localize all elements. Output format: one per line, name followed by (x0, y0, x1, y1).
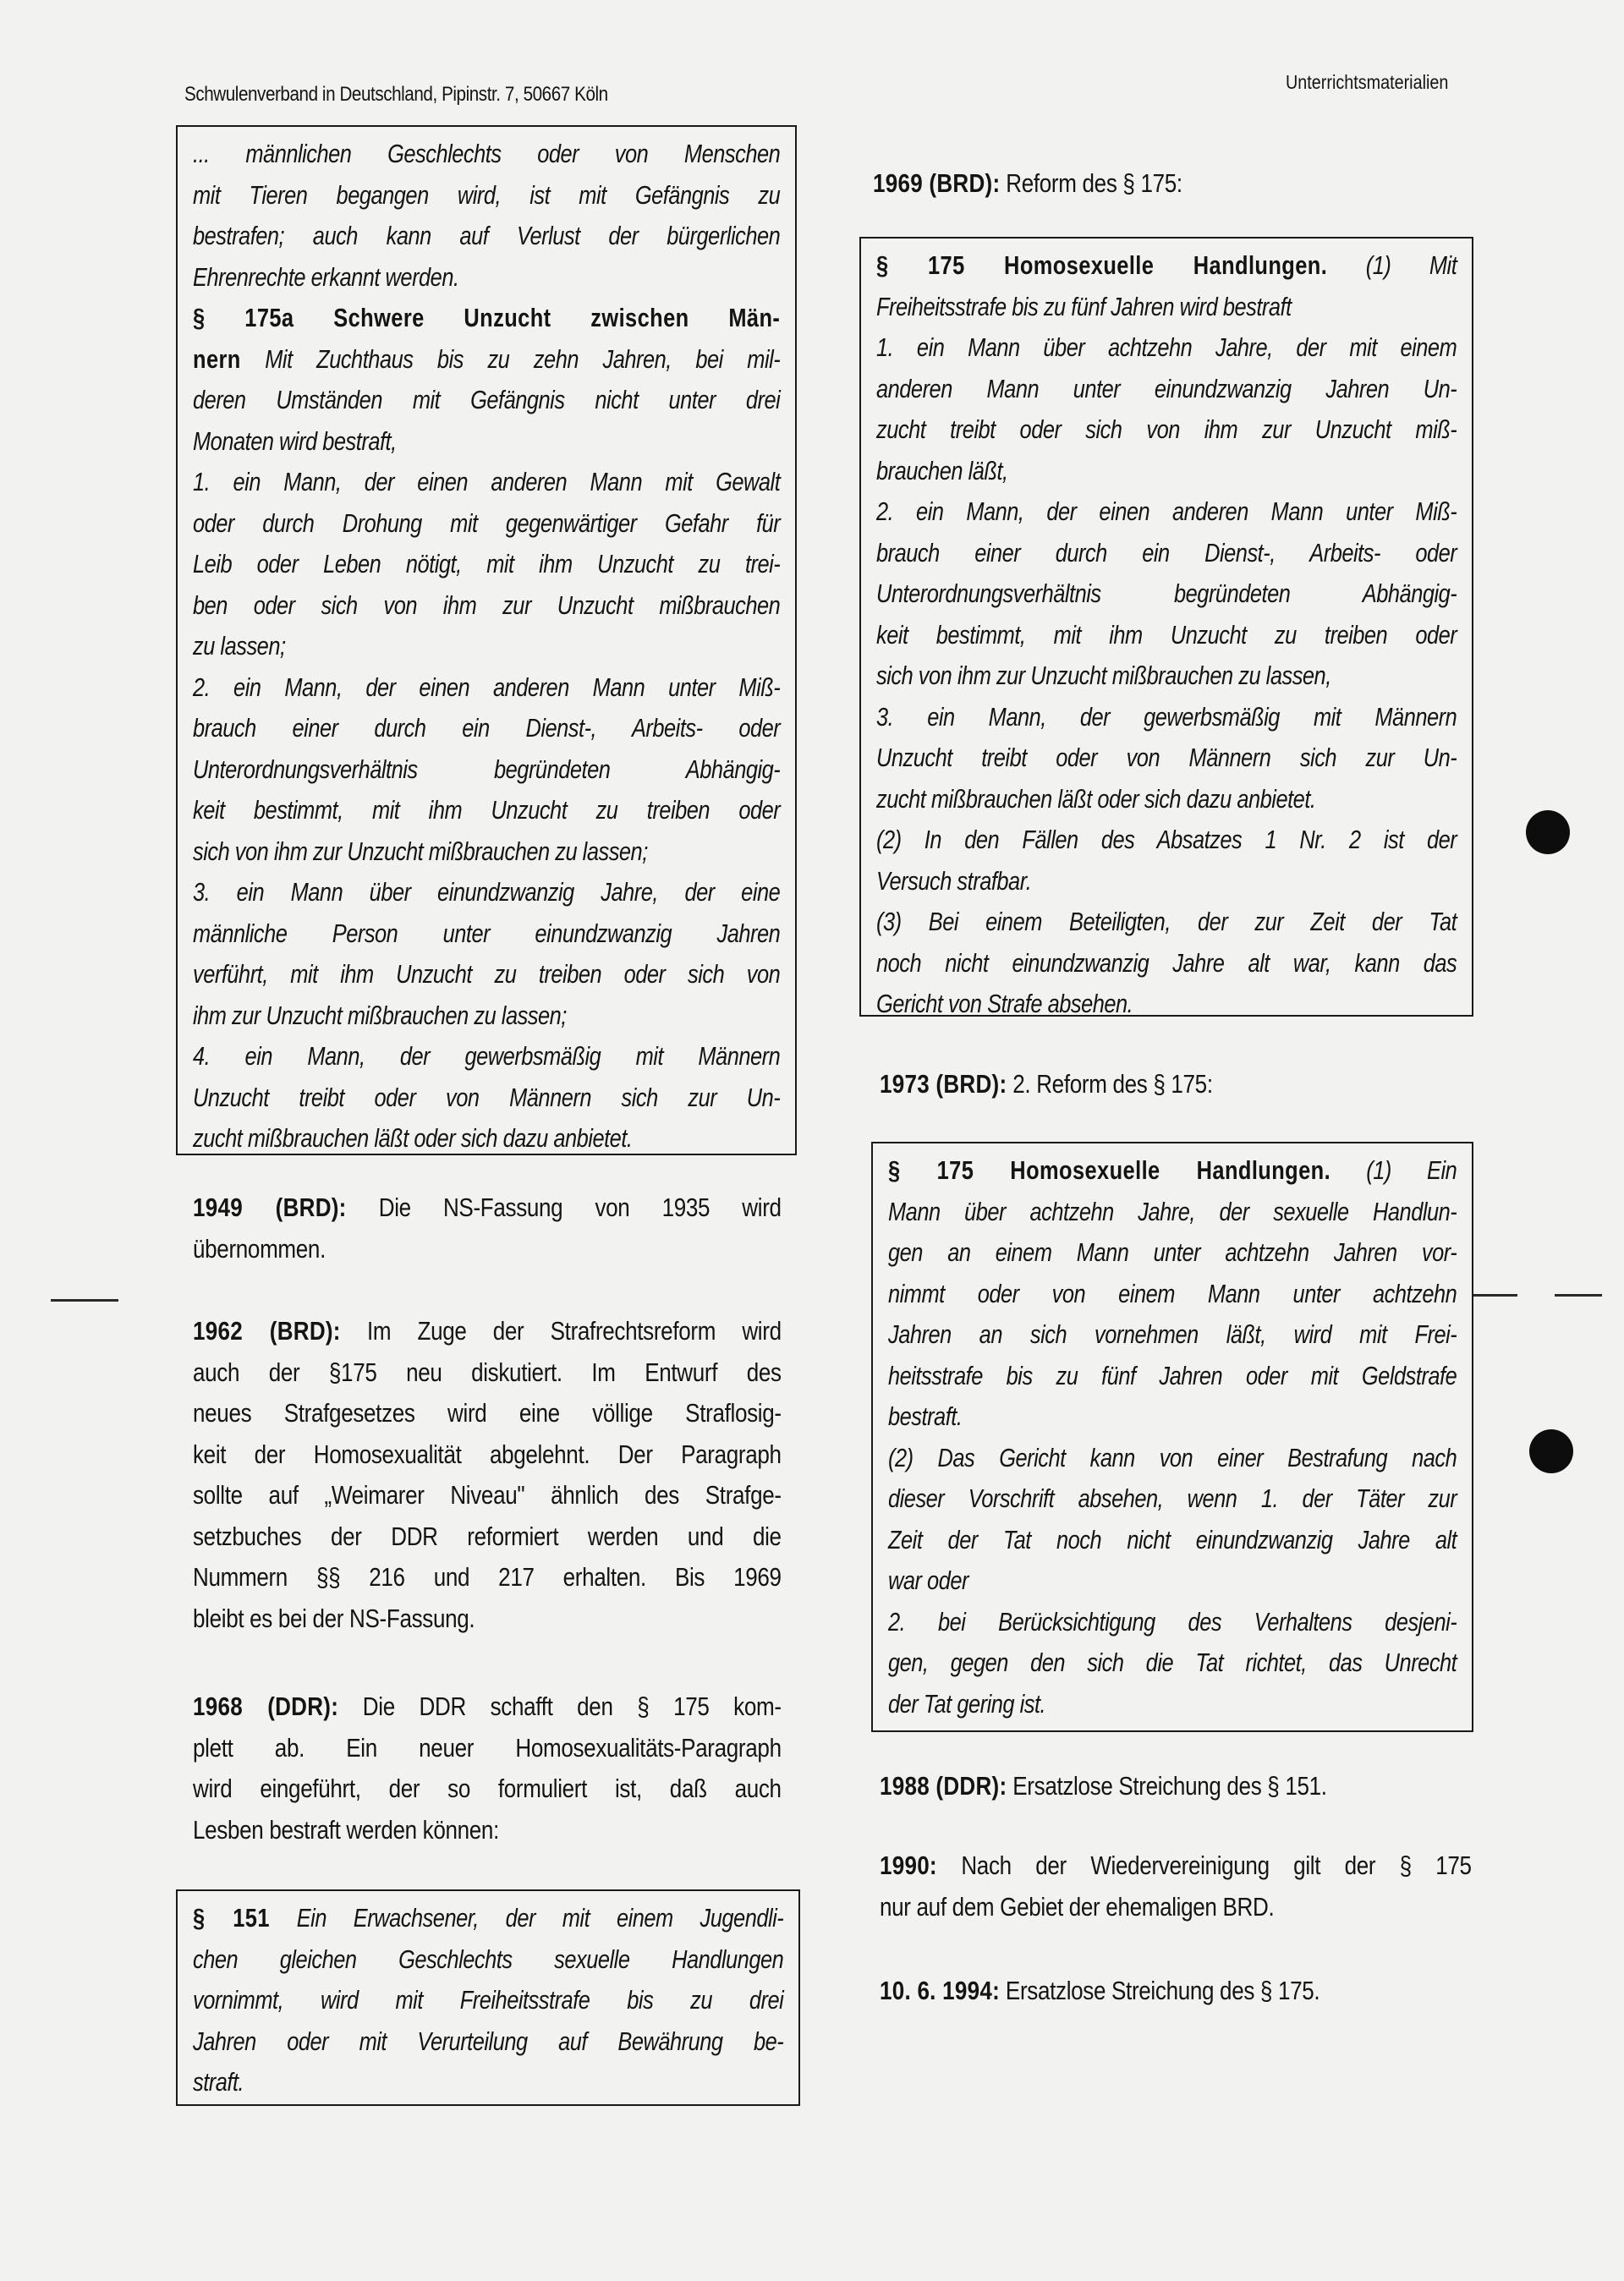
fold-mark-left (51, 1299, 118, 1302)
text-line: keit bestimmt, mit ihm Unzucht zu treiben oder (876, 619, 1457, 650)
entry-text: plett ab. Ein neuer Homosexualitäts-Paragraph (193, 1732, 782, 1763)
entry-year: 1988 (DDR): (880, 1771, 1007, 1801)
box-paragraph-175-old (176, 125, 797, 1155)
timeline-entry-1990 (880, 1845, 1472, 1927)
entry-text: wird eingeführt, der so formuliert ist, daß auch (193, 1774, 782, 1803)
paragraph-175-1973-heading: § 175 Homosexuelle Handlungen. (888, 1155, 1331, 1185)
entry-year: 1968 (DDR): (193, 1692, 339, 1721)
text-line: Zeit der Tat noch nicht einundzwanzig Jahre alt (888, 1524, 1457, 1554)
text-line: brauchen läßt, (876, 455, 1008, 485)
entry-text: Nummern §§ 216 und 217 erhalten. Bis 1969 (193, 1562, 782, 1592)
text-line: bestrafen; auch kann auf Verlust der bürgerlichen (193, 221, 781, 250)
text-line: Unterordnungsverhältnis begründeten Abhängig- (193, 754, 781, 784)
text-line: 2. bei Berücksichtigung des Verhaltens desjeni- (888, 1606, 1457, 1637)
text-line: war oder (888, 1565, 968, 1595)
text-line: ihm zur Unzucht mißbrauchen zu lassen; (193, 1000, 567, 1030)
text-line: mit Tieren begangen wird, ist mit Gefängnis zu (193, 179, 781, 210)
text-line: Mann über achtzehn Jahre, der sexuelle Handlun- (888, 1196, 1457, 1226)
text-line: 3. ein Mann, der gewerbsmäßig mit Männern (876, 701, 1457, 732)
entry-text: nur auf dem Gebiet der ehemaligen BRD. (880, 1891, 1275, 1922)
text-line: gen an einem Mann unter achtzehn Jahren vor- (888, 1237, 1457, 1267)
entry-text: Nach der Wiedervereinigung gilt der § 175 (936, 1851, 1472, 1880)
text-line: der Tat gering ist. (888, 1688, 1046, 1719)
text-line: Freiheitsstrafe bis zu fünf Jahren wird bestraft (876, 291, 1292, 321)
timeline-entry-1969 (873, 163, 1465, 205)
box-paragraph-151 (176, 1889, 800, 2106)
timeline-entry-1968 (193, 1686, 782, 1851)
fold-mark-right (1473, 1294, 1517, 1297)
entry-text: übernommen. (193, 1233, 326, 1264)
entry-text: neues Strafgesetzes wird eine völlige Straflosig- (193, 1398, 782, 1428)
text-line: vornimmt, wird mit Freiheitsstrafe bis zu drei (193, 1985, 784, 2015)
text-line: 3. ein Mann über einundzwanzig Jahre, der eine (193, 877, 781, 907)
entry-text: Die DDR schafft den § 175 kom- (338, 1692, 782, 1721)
text-line: Gericht von Strafe absehen. (876, 989, 1133, 1018)
text-line: (1) Mit (1327, 250, 1457, 280)
entry-text: keit der Homosexualität abgelehnt. Der Paragraph (193, 1439, 782, 1469)
text-line: männliche Person unter einundzwanzig Jahren (193, 918, 781, 948)
entry-text: Die NS-Fassung von 1935 wird (346, 1193, 782, 1222)
text-line: anderen Mann unter einundzwanzig Jahren Un- (876, 373, 1457, 403)
text-line: Leib oder Leben nötigt, mit ihm Unzucht zu trei- (193, 549, 781, 578)
text-line: heitsstrafe bis zu fünf Jahren oder mit Geldstrafe (888, 1360, 1457, 1390)
text-line: Unterordnungsverhältnis begründeten Abhängig- (876, 578, 1457, 608)
punch-hole-lower (1529, 1429, 1573, 1473)
entry-text: Lesben bestraft werden können: (193, 1814, 499, 1845)
text-line: 2. ein Mann, der einen anderen Mann unter Miß- (876, 496, 1457, 526)
text-line: 1. ein Mann, der einen anderen Mann mit Gewalt (193, 467, 781, 496)
entry-text: Ersatzlose Streichung des § 175. (1000, 1976, 1320, 2005)
text-line: ... männlichen Geschlechts oder von Menschen (193, 139, 781, 168)
text-line: 2. ein Mann, der einen anderen Mann unter Miß- (193, 672, 781, 702)
entry-year: 1969 (BRD): (873, 168, 1001, 198)
paragraph-175a-heading: § 175a Schwere Unzucht zwischen Män- (193, 303, 781, 332)
box-paragraph-175-1973 (871, 1142, 1473, 1732)
header-section: Unterrichtsmaterialien (1286, 71, 1449, 93)
text-line: chen gleichen Geschlechts sexuelle Handlungen (193, 1944, 784, 1974)
text-line: (2) In den Fällen des Absatzes 1 Nr. 2 ist der (876, 825, 1457, 854)
paragraph-175-1969-heading: § 175 Homosexuelle Handlungen. (876, 250, 1328, 280)
entry-text: Im Zuge der Strafrechtsreform wird (340, 1316, 782, 1346)
entry-text: auch der §175 neu diskutiert. Im Entwurf des (193, 1357, 782, 1387)
text-line: keit bestimmt, mit ihm Unzucht zu treiben oder (193, 795, 781, 825)
entry-text: setzbuches der DDR reformiert werden und die (193, 1521, 782, 1551)
timeline-entry-1973 (880, 1064, 1472, 1105)
text-line: gen, gegen den sich die Tat richtet, das Unrecht (888, 1648, 1457, 1677)
timeline-entry-1988 (880, 1766, 1472, 1807)
fold-mark-right-2 (1555, 1294, 1602, 1297)
text-line: Ehrenrechte erkannt werden. (193, 261, 459, 292)
text-line: 1. ein Mann über achtzehn Jahre, der mit einem (876, 332, 1457, 362)
text-line: bestraft. (888, 1401, 963, 1431)
text-line: zu lassen; (193, 631, 286, 661)
text-line: zucht treibt oder sich von ihm zur Unzucht miß- (876, 414, 1457, 444)
text-line: Jahren an sich vornehmen läßt, wird mit Frei- (888, 1319, 1457, 1349)
entry-year: 1949 (BRD): (193, 1193, 347, 1222)
text-line: (1) Ein (1330, 1155, 1457, 1185)
timeline-entry-1994 (880, 1971, 1472, 2012)
text-line: brauch einer durch ein Dienst-, Arbeits- oder (876, 537, 1457, 568)
text-line: noch nicht einundzwanzig Jahre alt war, kann das (876, 947, 1457, 978)
box-paragraph-175-1969 (859, 237, 1473, 1017)
entry-year: 10. 6. 1994: (880, 1976, 1001, 2005)
text-line: 4. ein Mann, der gewerbsmäßig mit Männern (193, 1041, 781, 1071)
entry-year: 1990: (880, 1851, 937, 1880)
timeline-entry-1949 (193, 1187, 782, 1269)
text-line: Versuch strafbar. (876, 865, 1032, 896)
text-line: ben oder sich von ihm zur Unzucht mißbrauchen (193, 589, 781, 620)
punch-hole-upper (1526, 810, 1570, 854)
entry-text: Ersatzlose Streichung des § 151. (1007, 1771, 1327, 1801)
paragraph-151-heading: § 151 (193, 1903, 270, 1933)
text-line: Mit Zuchthaus bis zu zehn Jahren, bei mil- (265, 343, 781, 374)
text-line: Jahren oder mit Verurteilung auf Bewährung be- (193, 2026, 784, 2056)
entry-text: 2. Reform des § 175: (1007, 1069, 1213, 1099)
text-line: verführt, mit ihm Unzucht zu treiben oder sich von (193, 959, 781, 989)
text-line: zucht mißbrauchen läßt oder sich dazu anbietet. (876, 783, 1316, 814)
text-line: deren Umständen mit Gefängnis nicht unter drei (193, 385, 781, 414)
entry-text: bleibt es bei der NS-Fassung. (193, 1603, 475, 1633)
text-line: (3) Bei einem Beteiligten, der zur Zeit der Tat (876, 907, 1457, 936)
text-line: oder durch Drohung mit gegenwärtiger Gefahr für (193, 507, 781, 538)
text-line: Unzucht treibt oder von Männern sich zur Un- (876, 743, 1457, 772)
entry-year: 1962 (BRD): (193, 1316, 341, 1346)
text-line: dieser Vorschrift absehen, wenn 1. der Täter zur (888, 1483, 1457, 1513)
header-publisher: Schwulenverband in Deutschland, Pipinstr. 7, 50667 Köln (184, 83, 608, 106)
text-line: nimmt oder von einem Mann unter achtzehn (888, 1278, 1457, 1308)
text-line: brauch einer durch ein Dienst-, Arbeits- oder (193, 713, 781, 743)
text-line: straft. (193, 2067, 244, 2097)
text-line: (2) Das Gericht kann von einer Bestrafung nach (888, 1442, 1457, 1472)
text-line: Ein Erwachsener, der mit einem Jugendli- (269, 1903, 784, 1933)
entry-text: Reform des § 175: (1000, 168, 1182, 198)
text-line: zucht mißbrauchen läßt oder sich dazu anbietet. (193, 1123, 633, 1153)
entry-year: 1973 (BRD): (880, 1069, 1007, 1099)
timeline-entry-1962 (193, 1311, 782, 1639)
text-line: sich von ihm zur Unzucht mißbrauchen zu lassen, (876, 661, 1331, 690)
text-line: Monaten wird bestraft, (193, 425, 397, 456)
entry-text: sollte auf „Weimarer Niveau" ähnlich des Strafge- (193, 1480, 782, 1510)
text-line: sich von ihm zur Unzucht mißbrauchen zu lassen; (193, 836, 648, 866)
paragraph-175a-heading-cont: nern (193, 343, 241, 374)
text-line: Unzucht treibt oder von Männern sich zur Un- (193, 1082, 781, 1112)
